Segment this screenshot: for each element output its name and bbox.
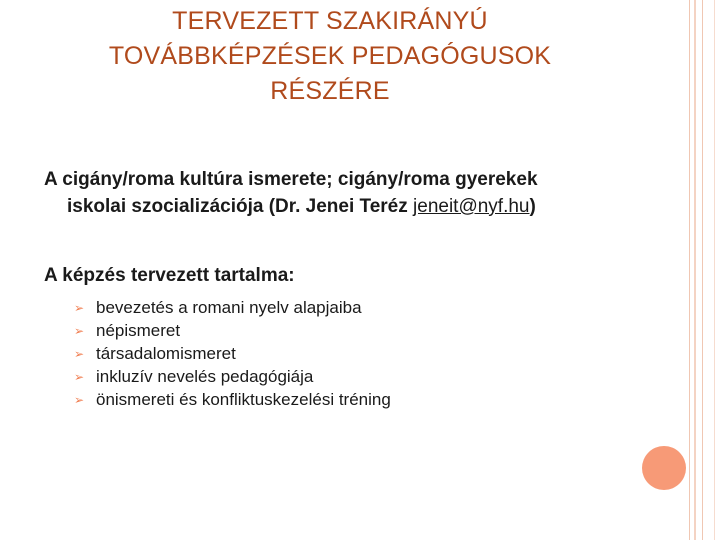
section-heading: A képzés tervezett tartalma: <box>44 265 295 286</box>
arrow-bullet-icon: ➢ <box>74 370 85 384</box>
course-line-2 <box>44 193 684 220</box>
list-item <box>74 343 391 366</box>
topic-text: önismereti és konfliktuskezelési tréning <box>96 390 391 409</box>
course-line-2-text: iskolai szocializációja (Dr. Jenei Teréz <box>67 196 414 217</box>
title-line: TERVEZETT SZAKIRÁNYÚ <box>172 7 488 35</box>
arrow-bullet-icon: ➢ <box>74 301 85 315</box>
topic-list <box>74 297 391 412</box>
arrow-bullet-icon: ➢ <box>74 347 85 361</box>
title-line: TOVÁBBKÉPZÉSEK PEDAGÓGUSOK <box>108 42 552 70</box>
topic-text: inkluzív nevelés pedagógiája <box>96 367 314 386</box>
email-link[interactable]: jeneit@nyf.hu <box>413 196 530 217</box>
slide-title <box>40 4 620 109</box>
title-line: RÉSZÉRE <box>270 77 390 105</box>
decorative-circle <box>642 446 686 490</box>
border-line <box>689 0 690 540</box>
topic-text: népismeret <box>96 321 181 340</box>
list-item <box>74 320 391 343</box>
course-description <box>44 166 684 220</box>
course-line-1: A cigány/roma kultúra ismerete; cigány/roma gyerekek <box>44 169 538 190</box>
arrow-bullet-icon: ➢ <box>74 324 85 338</box>
border-line <box>702 0 703 540</box>
border-line <box>694 0 696 540</box>
topic-text: társadalomismeret <box>96 344 236 363</box>
border-line <box>714 0 715 540</box>
topic-text: bevezetés a romani nyelv alapjaiba <box>96 298 362 317</box>
list-item <box>74 297 391 320</box>
list-item <box>74 389 391 412</box>
list-item <box>74 366 391 389</box>
course-line-2-end: ) <box>529 196 536 217</box>
arrow-bullet-icon: ➢ <box>74 393 85 407</box>
